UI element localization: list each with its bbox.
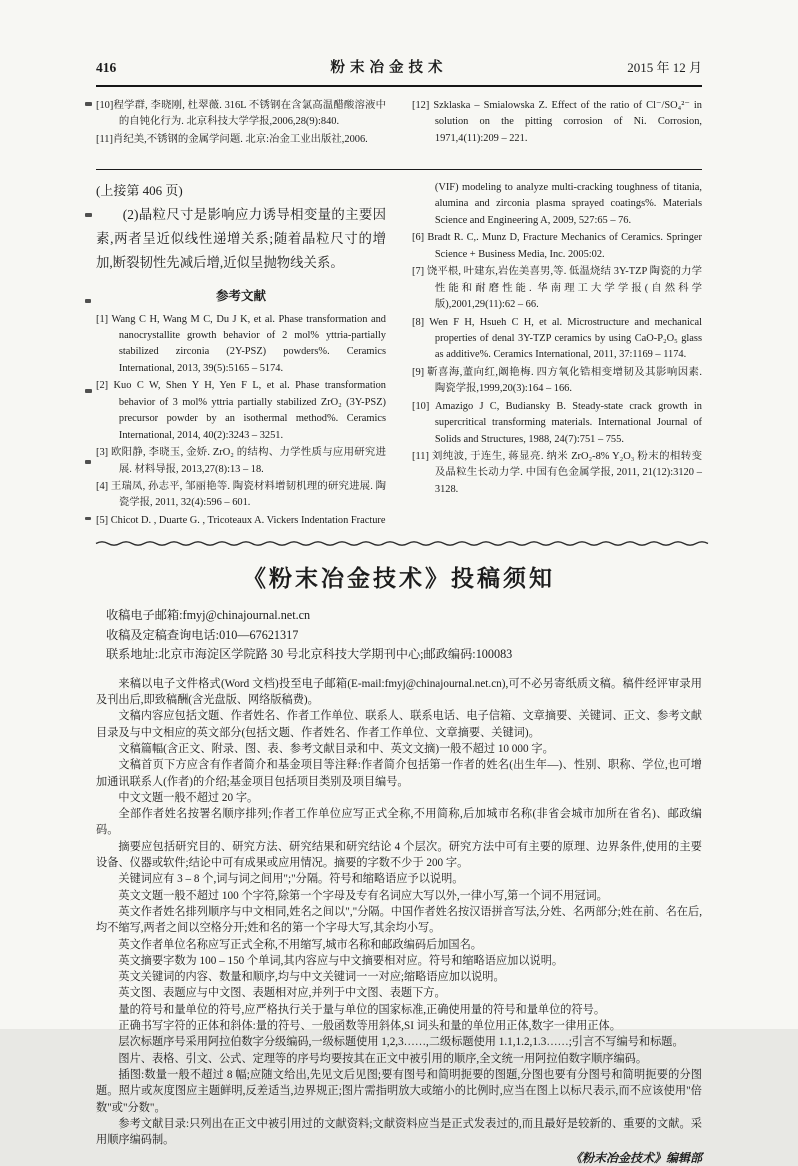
journal-title: 粉末冶金技术 — [330, 60, 448, 76]
notice-paragraph: 英文作者单位名称应写正式全称,不用缩写,城市名称和邮政编码后加国名。 — [118, 938, 482, 951]
reference-item: [5] Chicot D. , Duarte G. , Tricoteaux A. Vickers Indentation Fracture — [96, 514, 386, 526]
page-header — [96, 0, 702, 77]
reference-item: [12] Szklaska – Smialowska Z. Effect of the ratio of Cl⁻/SO₄²⁻ in solution on the pitting corrosion of Ni. Corrosion, 1971,4(11):209 – 221. — [412, 100, 702, 144]
notice-paragraph: 插图:数量一般不超过 8 幅;应随文给出,先见文后见图;要有图号和简明扼要的图题,分图也要有分图号和简明扼要的分图题。照片或灰度图应主题鲜明,反差适当,边界规正;图片需指明放大或缩小的比例时,应当在图上以标尺表示,而不应该使用"倍数"或"分数"。 — [96, 1068, 702, 1114]
article-tail-right-column — [412, 180, 702, 530]
notice-paragraph: 中文文题一般不超过 20 字。 — [118, 791, 259, 804]
notice-paragraph: 英文文题一般不超过 100 个字符,除第一个字母及专有名词应大写以外,一律小写,第一个词不用冠词。 — [118, 889, 608, 902]
scan-artifact — [85, 213, 92, 217]
page-content — [96, 0, 702, 1166]
reference-item: [6] Bradt R. C,. Munz D, Fracture Mechanics of Ceramics. Springer Science + Business Media, Inc. 2005:02. — [412, 232, 702, 260]
notice-paragraph: 参考文献目录:只列出在正文中被引用过的文献资料;文献资料应当是正式发表过的,而且最好是较新的、重要的文献。采用顺序编码制。 — [96, 1117, 702, 1147]
conclusion-paragraph: (2)晶粒尺寸是影响应力诱导相变量的主要因素,两者呈近似线性递增关系;随着晶粒尺寸的增加,断裂韧性先减后增,近似呈抛物线关系。 — [96, 207, 386, 270]
notice-body — [96, 676, 702, 1149]
continued-from-note: (上接第 406 页) — [96, 183, 183, 198]
notice-paragraph: 英文关键词的内容、数量和顺序,均与中文关键词一一对应;缩略语应加以说明。 — [118, 971, 505, 984]
article-tail-section — [96, 180, 702, 530]
notice-title: 《粉末冶金技术》投稿须知 — [243, 566, 555, 592]
notice-paragraph: 文稿首页下方应含有作者简介和基金项目等注释:作者简介包括第一作者的姓名(出生年—)、性别、职称、学位,也可增加通讯联系人(作者)的介绍;基金项目包括项目类别及项目编号。 — [96, 759, 702, 788]
reference-item: [4] 王瑞凤, 孙志平, 邹丽艳等. 陶瓷材料增韧机理的研究进展. 陶瓷学报, 2011, 32(4):596 – 601. — [96, 480, 386, 509]
notice-paragraph: 全部作者姓名按署名顺序排列;作者工作单位应写正式全称,不用简称,后加城市名称(非省会城市加所在省名)、邮政编码。 — [96, 808, 702, 837]
notice-paragraph: 量的符号和量单位的符号,应严格执行关于量与单位的国家标准,正确使用量的符号和量单位的符号。 — [118, 1003, 606, 1016]
reference-item: [10] Amazigo J C, Budiansky B. Steady-state crack growth in supercritical transforming materials. International Journal of Solids and Structures, 1988, 24(7):751 – 755. — [412, 400, 702, 445]
editorial-signature: 《粉末冶金技术》编辑部 — [569, 1151, 702, 1166]
reference-item: [7] 饶平根, 叶建东,岩佐美喜男,等. 低温烧结 3Y-TZP 陶瓷的力学性能和耐磨性能. 华南理工大学学报(自然科学版),2001,29(11):62 – 66. — [412, 266, 702, 311]
top-right-references — [412, 98, 702, 162]
article-references-left — [96, 312, 386, 530]
notice-paragraph: 正确书写字符的正体和斜体:量的符号、一般函数等用斜体,SI 词头和量的单位用正体,数字一律用正体。 — [118, 1020, 621, 1033]
contact-line: 联系地址:北京市海淀区学院路 30 号北京科技大学期刊中心;邮政编码:100083 — [106, 647, 513, 662]
reference-overflow: (VIF) modeling to analyze multi-cracking toughness of titania, alumina and zirconia plasma sprayed coatings%. Materials Science and Engineering A, 2009, 527:65 – 76. — [434, 182, 702, 226]
scan-artifact — [85, 389, 92, 393]
wavy-divider — [96, 539, 702, 548]
contact-line: 收稿及定稿查询电话:010—67621317 — [106, 627, 299, 642]
notice-paragraph: 英文摘要字数为 100 – 150 个单词,其内容应与中文摘要相对应。符号和缩略语应加以说明。 — [118, 954, 564, 967]
reference-item: [2] Kuo C W, Shen Y H, Yen F L, et al. Phase transformation behavior of 3 mol% yttria partially stabilized ZrO₂ (3Y-PSZ) precursor powder by an isothermal method%. Ceramics International, 2014, 40(2):3243 – 3251. — [96, 380, 386, 441]
page-number: 416 — [96, 60, 117, 75]
reference-item: [8] Wen F H, Hsueh C H, et al. Microstructure and mechanical properties of denal 3Y-TZP ceramics by using CaO-P₂O₅ glass as additive%. Ceramics International, 2011, 37:1169 – 1174. — [412, 316, 702, 361]
top-left-references — [96, 98, 386, 162]
section-divider-rule — [96, 169, 702, 170]
reference-item: [9] 靳喜海,董向红,阚艳梅. 四方氧化锆相变增韧及其影响因素. 陶瓷学报,1999,20(3):164 – 166. — [412, 366, 702, 395]
notice-paragraph: 文稿内容应包括文题、作者姓名、作者工作单位、联系人、联系电话、电子信箱、文章摘要、关键词、正文、参考文献目录及与中文相应的英文部分(包括文题、作者姓名、作者工作单位、文章摘要、关键词)。 — [96, 710, 702, 739]
issue-date: 2015 年 12 月 — [627, 60, 702, 75]
scan-artifact — [85, 102, 92, 106]
reference-item: [10]程学群, 李晓刚, 杜翠薇. 316L 不锈钢在含氯高温醋酸溶液中的自钝化行为. 北京科技大学学报,2006,28(9):840. — [96, 100, 386, 128]
notice-paragraph: 英文作者姓名排列顺序与中文相同,姓名之间以","分隔。中国作者姓名按汉语拼音写法,分姓、名两部分;姓在前、名在后,均不缩写,两者之间以空格分开;姓和名的第一个字母大写,其余均小写。 — [96, 905, 702, 935]
top-references-section — [96, 98, 702, 162]
notice-paragraph: 图片、表格、引文、公式、定理等的序号均要按其在正文中被引用的顺序,全文统一用阿拉伯数字顺序编码。 — [118, 1052, 648, 1065]
reference-item: [11] 刘纯波, 于连生, 蒋显亮. 纳米 ZrO₂-8% Y₂O₃ 粉末的相转变及晶粒生长动力学. 中国有色金属学报, 2011, 21(12):3120 – 3128. — [412, 451, 702, 495]
reference-item: [3] 欧阳静, 李晓玉, 金娇. ZrO₂ 的结构、力学性质与应用研究进展. 材料导报, 2013,27(8):13 – 18. — [96, 447, 386, 475]
notice-paragraph: 层次标题序号采用阿拉伯数字分级编码,一级标题使用 1,2,3……,二级标题使用 1.1,1.2,1.3……;引言不写编号和标题。 — [118, 1036, 684, 1049]
notice-paragraph: 文稿篇幅(含正文、附录、图、表、参考文献目录和中、英文文摘)一般不超过 10 000 字。 — [118, 743, 554, 755]
reference-item: [1] Wang C H, Wang M C, Du J K, et al. Phase transformation and nanocrystallite growth behavior of 2 mol% yttria-partially stabilized zirconia (2Y-PSZ) powders%. Ceramics International, 2013, 39(5):5165 – 5174. — [96, 313, 386, 374]
contact-line: 收稿电子邮箱:fmyj@chinajournal.net.cn — [106, 608, 311, 623]
notice-paragraph: 关键词应有 3 – 8 个,词与词之间用";"分隔。符号和缩略语应予以说明。 — [118, 873, 464, 886]
notice-paragraph: 来稿以电子文件格式(Word 文档)投至电子邮箱(E-mail:fmyj@chinajournal.net.cn),可不必另寄纸质文稿。稿件经评审录用及刊出后,即致稿酬(含光盘版、网络版稿费)。 — [96, 677, 702, 707]
references-heading: 参考文献 — [215, 288, 266, 303]
header-rule — [96, 85, 702, 87]
scan-artifact — [85, 517, 91, 520]
reference-item: [11]肖纪美,不锈钢的金属学问题. 北京:冶金工业出版社,2006. — [96, 133, 368, 145]
scan-artifact — [85, 460, 91, 464]
article-tail-left-column — [96, 180, 386, 530]
notice-paragraph: 摘要应包括研究目的、研究方法、研究结果和研究结论 4 个层次。研究方法中可有主要的原理、边界条件,使用的主要设备、仪器或软件;结论中可有成果或应用情况。摘要的字数不少于 200 字。 — [96, 840, 702, 870]
contact-info-block — [106, 606, 702, 665]
article-references-right — [412, 230, 702, 498]
scan-artifact — [85, 299, 91, 303]
notice-paragraph: 英文图、表题应与中文图、表题相对应,并列于中文图、表题下方。 — [118, 987, 446, 1000]
